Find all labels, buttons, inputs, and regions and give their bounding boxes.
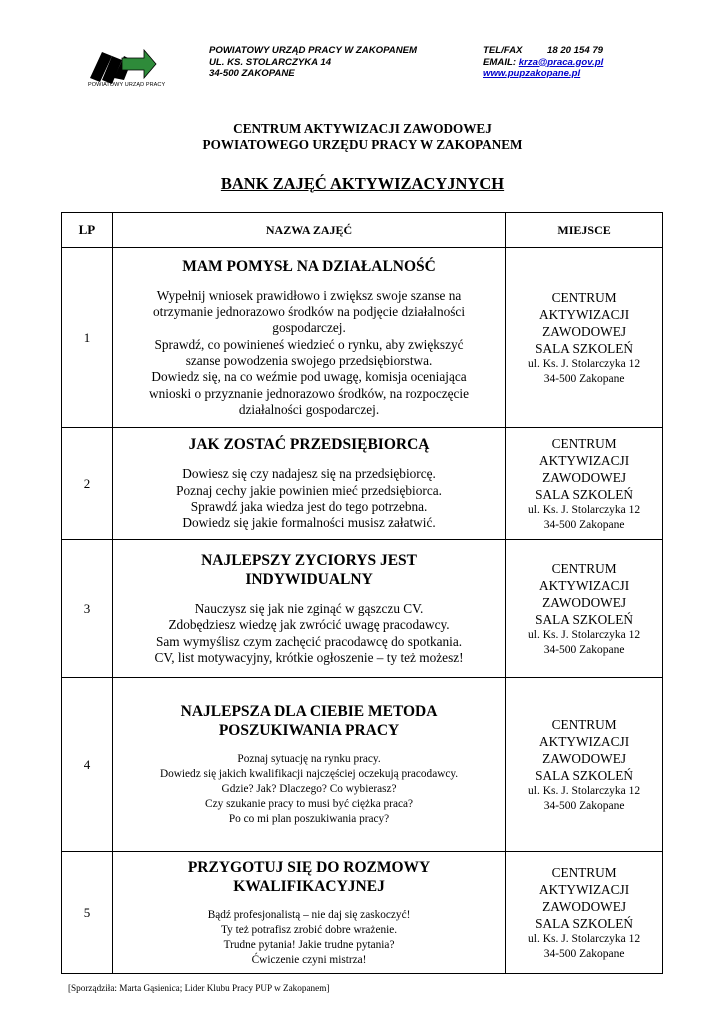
activity-title — [119, 257, 499, 276]
description-line: Sprawdź jaka wiedza jest do tego potrzebna. — [190, 499, 428, 514]
email-label: EMAIL: — [483, 56, 517, 68]
activities-table — [61, 212, 663, 974]
activity-title — [119, 858, 499, 896]
description-line: otrzymanie jednorazowo środków na podjęcie działalności — [153, 304, 466, 320]
table-row — [62, 678, 663, 852]
description-line: Sprawdź, co powinieneś wiedzieć o rynku, aby zwiększyć — [154, 336, 464, 352]
place-address-line: ul. Ks. J. Stolarczyka 12 — [528, 357, 641, 370]
header-name: NAZWA ZAJĘĆ — [112, 213, 505, 248]
row-activity — [112, 678, 505, 852]
table-row — [62, 852, 663, 974]
place-address-line: 34-500 Zakopane — [543, 799, 625, 812]
activity-title-line: PRZYGOTUJ SIĘ DO ROZMOWY — [187, 858, 431, 876]
activity-title-line: NAJLEPSZY ZYCIORYS JEST — [201, 551, 417, 569]
office-address — [209, 45, 417, 80]
place-line: ZAWODOWEJ — [542, 594, 627, 610]
place-line: ZAWODOWEJ — [542, 469, 627, 485]
row-place — [506, 428, 663, 540]
place-line: ZAWODOWEJ — [542, 898, 627, 914]
place-line: CENTRUM AKTYWIZACJI — [539, 435, 630, 468]
org-title-line: POWIATOWEGO URZĘDU PRACY W ZAKOPANEM — [202, 137, 523, 152]
place-line: CENTRUM AKTYWIZACJI — [539, 289, 630, 322]
place-address-line: 34-500 Zakopane — [543, 947, 625, 960]
activity-description — [119, 466, 499, 531]
place-address-line: ul. Ks. J. Stolarczyka 12 — [528, 784, 641, 797]
description-line: Dowiedz się jakie formalności musisz załatwić. — [182, 515, 436, 531]
activity-title — [119, 551, 499, 589]
office-name: POWIATOWY URZĄD PRACY W ZAKOPANEM — [209, 45, 418, 56]
description-line: Ty też potrafisz zrobić dobre wrażenie. — [220, 923, 398, 936]
description-line: gospodarczej. — [272, 320, 346, 336]
tel-label: TEL/FAX — [483, 45, 523, 56]
description-line: Po co mi plan poszukiwania pracy? — [228, 813, 390, 825]
activity-description — [119, 288, 499, 418]
description-line: Dowiedz się, na co weźmie pod uwagę, komisja oceniająca — [151, 369, 467, 385]
row-place — [506, 540, 663, 678]
header-place: MIEJSCE — [506, 213, 663, 248]
office-city: 34-500 ZAKOPANE — [209, 68, 295, 79]
place-line: ZAWODOWEJ — [542, 750, 627, 766]
place-line: SALA SZKOLEŃ — [535, 915, 634, 931]
description-line: Dowiesz się czy nadajesz się na przedsiębiorcę. — [182, 466, 436, 482]
row-activity — [112, 428, 505, 540]
description-line: Wypełnij wniosek prawidłowo i zwiększ swoje szanse na — [156, 287, 462, 303]
org-title-line: CENTRUM AKTYWIZACJI ZAWODOWEJ — [233, 121, 492, 136]
website-link[interactable]: www.pupzakopane.pl — [483, 68, 581, 79]
place-address-line: ul. Ks. J. Stolarczyka 12 — [528, 932, 641, 945]
place-line: SALA SZKOLEŃ — [535, 486, 634, 502]
description-line: Trudne pytania! Jakie trudne pytania? — [223, 938, 395, 951]
row-lp: 3 — [62, 540, 113, 678]
activity-title-line: NAJLEPSZA DLA CIEBIE METODA — [180, 703, 438, 720]
activity-title-line: INDYWIDUALNY — [245, 570, 373, 588]
description-line: szanse powodzenia swojego przedsiębiorstwa. — [185, 353, 433, 368]
row-lp: 4 — [62, 678, 113, 852]
activity-title-line: MAM POMYSŁ NA DZIAŁALNOŚĆ — [182, 257, 436, 275]
place-address-line: ul. Ks. J. Stolarczyka 12 — [528, 628, 641, 641]
place-address-line: ul. Ks. J. Stolarczyka 12 — [528, 503, 641, 516]
table-header-row — [62, 213, 663, 248]
row-lp: 1 — [62, 248, 113, 428]
place-line: ZAWODOWEJ — [542, 323, 627, 339]
row-lp: 5 — [62, 852, 113, 974]
description-line: Dowiedz się jakich kwalifikacji najczęściej oczekują pracodawcy. — [159, 768, 459, 780]
place-line: SALA SZKOLEŃ — [535, 767, 634, 783]
row-activity — [112, 852, 505, 974]
row-place — [506, 678, 663, 852]
row-activity — [112, 540, 505, 678]
activity-title-line: JAK ZOSTAĆ PRZEDSIĘBIORCĄ — [188, 436, 430, 454]
place-address-line: 34-500 Zakopane — [543, 372, 625, 385]
description-line: Poznaj sytuację na rynku pracy. — [237, 753, 381, 765]
description-line: Zdobędziesz wiedzę jak zwrócić uwagę pracodawcy. — [168, 617, 450, 633]
activity-description — [119, 601, 499, 666]
place-line: SALA SZKOLEŃ — [535, 340, 634, 356]
activity-description — [119, 752, 499, 827]
activity-description — [119, 908, 499, 968]
header-lp: LP — [62, 213, 113, 248]
place-line: CENTRUM AKTYWIZACJI — [539, 560, 630, 593]
place-address-line: 34-500 Zakopane — [543, 518, 625, 531]
description-line: Ćwiczenie czyni mistrza! — [251, 953, 367, 966]
office-contact — [483, 45, 603, 80]
description-line: Sam wymyślisz czym zachęcić pracodawcę do spotkania. — [155, 633, 463, 649]
page-title: BANK ZAJĘĆ AKTYWIZACYJNYCH — [220, 174, 505, 193]
description-line: Nauczysz się jak nie zginąć w gąszczu CV. — [194, 600, 424, 616]
tel-value: 18 20 154 79 — [547, 45, 604, 56]
description-line: Bądź profesjonalistą – nie daj się zaskoczyć! — [207, 908, 411, 921]
place-line: SALA SZKOLEŃ — [535, 611, 634, 627]
row-lp: 2 — [62, 428, 113, 540]
row-place — [506, 248, 663, 428]
logo-caption: POWIATOWY URZĄD PRACY — [88, 82, 166, 88]
place-address-line: 34-500 Zakopane — [543, 643, 625, 656]
description-line: działalności gospodarczej. — [238, 401, 380, 417]
footer-note: [Sporządziła: Marta Gąsienica; Lider Klubu Pracy PUP w Zakopanem] — [68, 983, 330, 993]
description-line: Poznaj cechy jakie powinien mieć przedsiębiorca. — [176, 482, 442, 498]
activity-title-line: POSZUKIWANIA PRACY — [218, 722, 400, 739]
activity-title — [119, 702, 499, 740]
description-line: CV, list motywacyjny, krótkie ogłoszenie – ty też możesz! — [154, 649, 464, 665]
description-line: Gdzie? Jak? Dlaczego? Co wybierasz? — [221, 783, 397, 795]
row-activity — [112, 248, 505, 428]
place-line: CENTRUM AKTYWIZACJI — [539, 716, 630, 749]
place-line: CENTRUM AKTYWIZACJI — [539, 864, 630, 897]
description-line: Czy szukanie pracy to musi być ciężka praca? — [205, 798, 414, 810]
table-row — [62, 540, 663, 678]
row-place — [506, 852, 663, 974]
description-line: wnioski o przyznanie jednorazowo środków, na rozpoczęcie — [149, 385, 470, 401]
table-row — [62, 248, 663, 428]
office-street: UL. KS. STOLARCZYKA 14 — [209, 56, 332, 68]
activity-title — [119, 435, 499, 454]
table-row — [62, 428, 663, 540]
activity-title-line: KWALIFIKACYJNEJ — [233, 877, 385, 895]
org-title — [0, 121, 725, 153]
email-link[interactable]: krza@praca.gov.pl — [518, 56, 604, 68]
